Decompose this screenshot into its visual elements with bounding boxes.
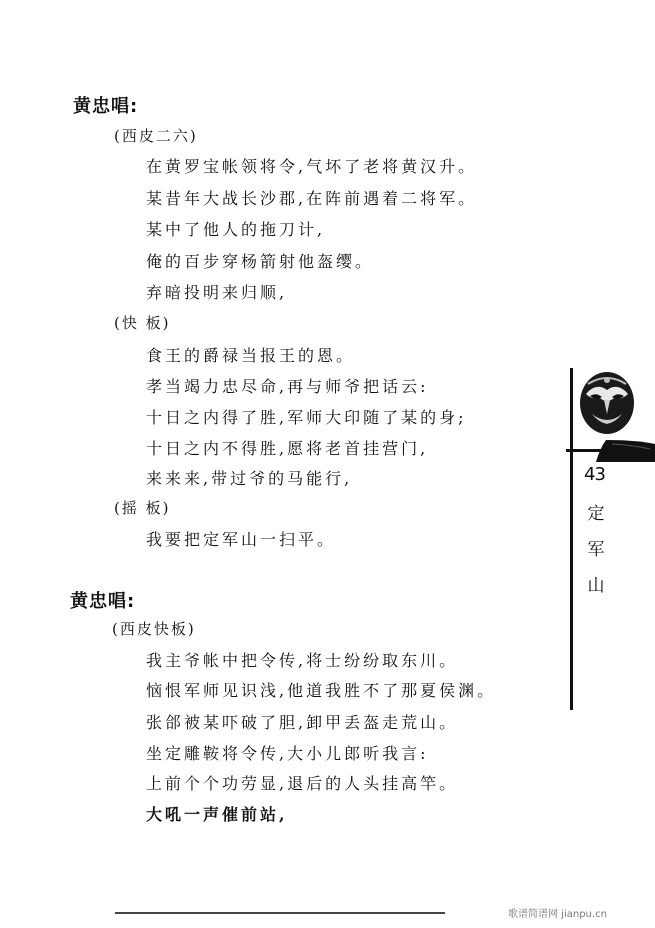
page-number: 43	[584, 464, 605, 485]
opera-mask-icon	[578, 370, 636, 436]
lyric-line: 某中了他人的拖刀计,	[146, 220, 326, 239]
lyric-line: 食王的爵禄当报王的恩。	[146, 346, 356, 365]
title-char: 定	[587, 504, 605, 524]
vertical-title	[586, 496, 606, 604]
lyric-line: 来来来,带过爷的马能行,	[146, 469, 353, 488]
watermark: 歌谱简谱网 jianpu.cn	[508, 909, 607, 920]
lyric-line: 坐定雕鞍将令传,大小儿郎听我言:	[146, 744, 429, 763]
mode-label-xipi-kuaiban: (西皮快板)	[112, 620, 196, 638]
lyric-line: 我要把定军山一扫平。	[146, 530, 337, 549]
title-char: 军	[587, 540, 605, 560]
lyric-line: 恼恨军师见识浅,他道我胜不了那夏侯渊。	[146, 681, 497, 700]
title-char: 山	[587, 576, 605, 596]
lyric-line: 张郃被某吓破了胆,卸甲丢盔走荒山。	[146, 713, 459, 732]
lyric-line: 孝当竭力忠尽命,再与师爷把话云:	[146, 377, 429, 396]
side-rule	[570, 368, 573, 710]
lyric-line: 在黄罗宝帐领将令,气坏了老将黄汉升。	[146, 157, 478, 176]
speaker-label-1: 黄忠唱:	[73, 96, 139, 117]
mode-label-xipi-erliu: (西皮二六)	[114, 127, 198, 145]
lyric-line: 弃暗投明来归顺,	[146, 283, 288, 302]
speaker-label-2: 黄忠唱:	[70, 591, 136, 612]
lyric-line: 大吼一声催前站,	[146, 805, 288, 824]
lyric-line: 十日之内得了胜,军师大印随了某的身;	[146, 408, 467, 427]
lyric-line: 我主爷帐中把令传,将士纷纷取东川。	[146, 651, 459, 670]
lyric-line: 俺的百步穿杨箭射他盔缨。	[146, 252, 375, 271]
lyric-line: 上前个个功劳显,退后的人头挂高竿。	[146, 774, 459, 793]
tab-band	[566, 440, 655, 462]
lyric-line: 某昔年大战长沙郡,在阵前遇着二将军。	[146, 189, 478, 208]
mode-label-yaoban: (摇 板)	[114, 499, 171, 517]
lyric-line: 十日之内不得胜,愿将老首挂营门,	[146, 439, 429, 458]
bottom-rule	[115, 912, 445, 914]
mode-label-kuaiban: (快 板)	[114, 314, 171, 332]
